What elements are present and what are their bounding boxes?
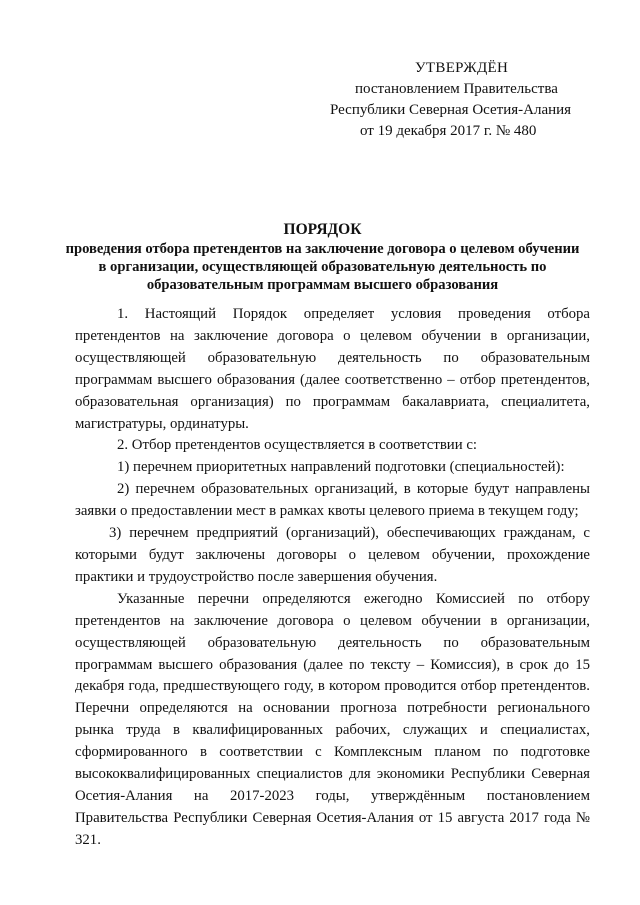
approval-line-1: постановлением Правительства [355, 81, 558, 97]
paragraph-2: 2. Отбор претендентов осуществляется в соответствии с: [117, 437, 478, 454]
paragraph-1: 1. Настоящий Порядок определяет условия проведения отбора претендентов на заключение договора о целевом обучении в организации, осуществляющей образовательную деятельность по образовательным программам высшего образования (далее соответственно – отбор претендентов, образовательная организация) по программам бакалавриата, специалитета, магистратуры, ординатуры. [75, 306, 590, 432]
list-item-3: 3) перечнем предприятий (организаций), обеспечивающих гражданам, с которыми будут заключены договоры о целевом обучении, прохождение практики и трудоустройство после завершения обучения. [75, 525, 590, 585]
document-body [75, 304, 590, 852]
paragraph-3: Указанные перечни определяются ежегодно Комиссией по отбору претендентов на заключение договора о целевом обучении в организации, осуществляющей образовательную деятельность по образовательным программам высшего образования (далее по тексту – Комиссия), в срок до 15 декабря года, предшествующего году, в котором проводится отбор претендентов. Перечни определяются на основании прогноза потребности регионального рынка труда в квалифицированных рабочих, служащих и специалистах, сформированного в соответствии с Комплексным планом по подготовке высококвалифицированных специалистов для экономики Республики Северная Осетия-Алания на 2017-2023 годы, утверждённым постановлением Правительства Республики Северная Осетия-Алания от 15 августа 2017 года № 321. [75, 590, 590, 848]
list-item-1: 1) перечнем приоритетных направлений подготовки (специальностей): [117, 459, 565, 476]
list-item-2: 2) перечнем образовательных организаций, в которые будут направлены заявки о предоставлении мест в рамках квоты целевого приема в текущем году; [75, 481, 590, 520]
document-title [60, 221, 585, 294]
approval-block [330, 58, 600, 142]
title-subtitle: проведения отбора претендентов на заключение договора о целевом обучении в организации, осуществляющей образовательную деятельность по образовательным программам высшего образования [65, 241, 580, 293]
approval-line-3: от 19 декабря 2017 г. № 480 [360, 123, 537, 139]
approval-stamp: УТВЕРЖДЁН [415, 60, 509, 76]
title-main: ПОРЯДОК [283, 221, 362, 238]
approval-line-2: Республики Северная Осетия-Алания [330, 102, 572, 118]
